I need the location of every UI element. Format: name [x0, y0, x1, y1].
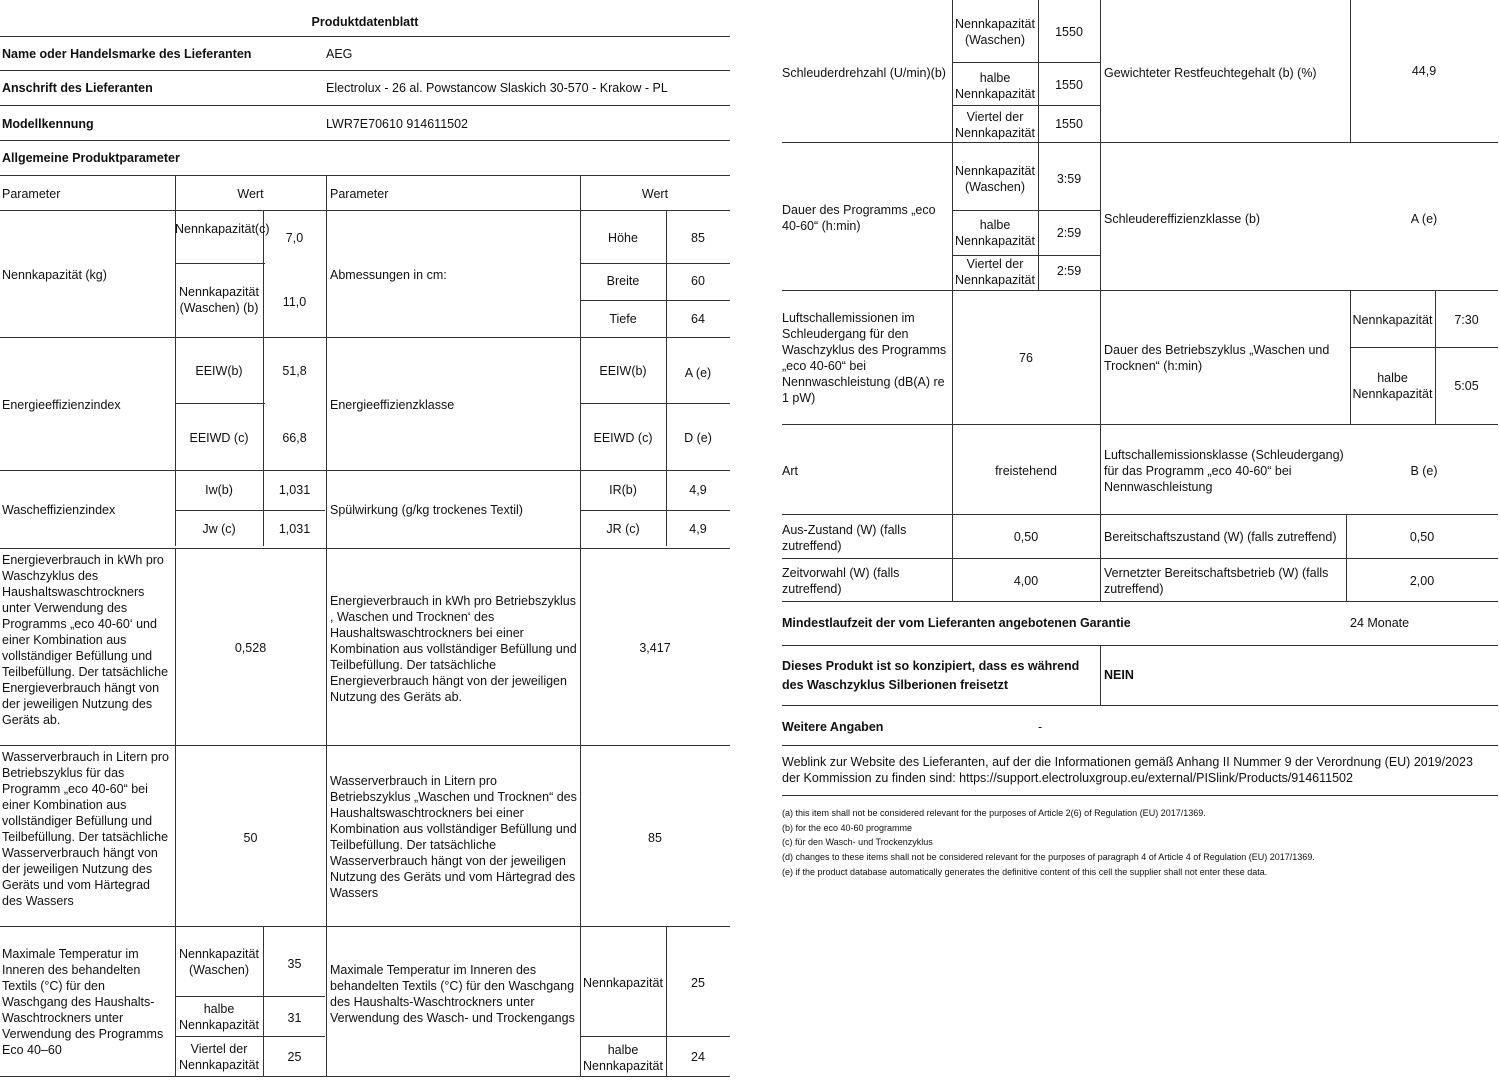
- off-mode-value: 0,50: [1013, 530, 1039, 544]
- jw-label: Jw (c): [202, 522, 236, 536]
- eeiw-value: 51,8: [282, 364, 307, 378]
- temp-wash-half-value: 31: [287, 1011, 302, 1025]
- footnote: (c) für den Wasch- und Trockenzyklus: [782, 837, 933, 847]
- warranty-value: 24 Monate: [1350, 616, 1410, 630]
- depth-label: Tiefe: [609, 312, 637, 326]
- networked-standby-value: 2,00: [1409, 574, 1435, 588]
- spin-quarter-value: 1550: [1055, 117, 1083, 131]
- iw-label: Iw(b): [205, 483, 233, 497]
- cycle-full-value: 7:30: [1454, 313, 1479, 327]
- standby-value: 0,50: [1409, 530, 1435, 544]
- height-value: 85: [691, 231, 705, 245]
- col-param-header: Parameter: [330, 187, 389, 201]
- depth-value: 64: [691, 312, 705, 326]
- spin-full-value: 1550: [1055, 25, 1083, 39]
- duration-label: Dauer des Programms „eco 40-60“ (h:min): [782, 203, 936, 233]
- model-value: LWR7E70610 914611502: [326, 117, 469, 131]
- eclass-w-value: A (e): [684, 366, 712, 380]
- moisture-value: 44,9: [1411, 64, 1437, 78]
- water-wash-value: 50: [243, 831, 258, 845]
- temp-wash-quarter-label: Viertel der Nennkapazität: [179, 1042, 259, 1072]
- supplier-label: Name oder Handelsmarke des Lieferanten: [2, 47, 252, 61]
- footnote: (e) if the product database automatically generates the definitive content of this cell the supplier shall not enter these data.: [782, 867, 1268, 877]
- ir-value: 4,9: [689, 483, 707, 497]
- duration-quarter-label: Viertel der Nennkapazität: [955, 257, 1035, 287]
- temp-cycle-half-label: halbe Nennkapazität: [583, 1043, 663, 1073]
- temp-wash-label: Maximale Temperatur im Inneren des behandelten Textils (°C) für den Waschgang des Haushalts-Waschtrockners unter Verwendung des Programms Eco 40–60: [2, 947, 164, 1057]
- spin-half-value: 1550: [1055, 78, 1083, 92]
- moisture-label: Gewichteter Restfeuchtegehalt (b) (%): [1104, 66, 1317, 80]
- eeiw-label: EEIW(b): [195, 364, 243, 378]
- supplier-value: AEG: [326, 47, 353, 61]
- type-label: Art: [782, 464, 798, 478]
- col-param-header: Parameter: [2, 187, 61, 201]
- temp-cycle-half-value: 24: [691, 1050, 705, 1064]
- off-mode-label: Aus-Zustand (W) (falls zutreffend): [782, 523, 907, 553]
- capacity-sub-label: Nennkapazität(c): [175, 222, 270, 236]
- noise-label: Luftschallemissionen im Schleudergang für den Waschzyklus des Programms „eco 40-60“ bei Nennwaschleistung (dB(A) re 1 pW): [782, 311, 947, 405]
- delay-start-label: Zeitvorwahl (W) (falls zutreffend): [782, 566, 900, 596]
- cycle-half-label: halbe Nennkapazität: [1352, 371, 1433, 401]
- energy-cycle-value: 3,417: [639, 641, 671, 655]
- jr-value: 4,9: [689, 522, 707, 536]
- noise-class-value: B (e): [1410, 464, 1438, 478]
- temp-cycle-full-value: 25: [691, 976, 705, 990]
- temp-cycle-label: Maximale Temperatur im Inneren des behandelten Textils (°C) für den Waschgang des Haushalts-Waschtrockners unter Verwendung des Wasch- und Trockengangs: [330, 963, 575, 1025]
- eeiwd-label: EEIWD (c): [189, 431, 249, 445]
- type-value: freistehend: [995, 464, 1057, 478]
- footnote: (a) this item shall not be considered relevant for the purposes of Article 2(6) of Regulation (EU) 2017/1369.: [782, 808, 1206, 818]
- temp-wash-full-label: Nennkapazität (Waschen): [179, 947, 259, 977]
- cycle-full-label: Nennkapazität: [1352, 313, 1433, 327]
- dimensions-label: Abmessungen in cm:: [330, 268, 447, 282]
- col-value-header: Wert: [641, 187, 669, 201]
- duration-half-label: halbe Nennkapazität: [955, 218, 1035, 248]
- energy-class-label: Energieeffizienzklasse: [330, 398, 455, 412]
- more-info-value: -: [1038, 720, 1043, 734]
- wash-efficiency-label: Wascheffizienzindex: [2, 503, 116, 517]
- capacity-wash-value: 11,0: [282, 295, 307, 309]
- spin-full-label: Nennkapazität (Waschen): [955, 17, 1035, 47]
- supplier-weblink[interactable]: Weblink zur Website des Lieferanten, auf der die Informationen gemäß Anhang II Nummer 9 der Verordnung (EU) 2019/2023 der Kommission zu finden sind: https://support.electroluxgroup.eu/external/PISlink/Products/914611502: [782, 755, 1473, 785]
- eei-label: Energieeffizienzindex: [2, 398, 121, 412]
- capacity-wash-label: Nennkapazität (Waschen) (b): [179, 285, 259, 315]
- col-value-header: Wert: [237, 187, 264, 201]
- address-label: Anschrift des Lieferanten: [2, 81, 153, 95]
- eclass-w-label: EEIW(b): [599, 364, 647, 378]
- water-cycle-value: 85: [648, 831, 662, 845]
- duration-full-value: 3:59: [1056, 172, 1082, 186]
- temp-wash-half-label: halbe Nennkapazität: [179, 1002, 259, 1032]
- warranty-label: Mindestlaufzeit der vom Lieferanten angebotenen Garantie: [782, 616, 1131, 630]
- spin-class-value: A (e): [1410, 212, 1438, 226]
- spin-class-label: Schleudereffizienzklasse (b): [1104, 212, 1261, 226]
- cycle-half-value: 5:05: [1454, 379, 1479, 393]
- jr-label: JR (c): [606, 522, 640, 536]
- silver-ions-value: NEIN: [1104, 668, 1134, 682]
- energy-cycle-label: Energieverbrauch in kWh pro Betriebszyklus , Waschen und Trocknen‘ des Haushaltswaschtrockners bei einer Kombination aus vollständiger Befüllung und Teilbefüllung. Der tatsächliche Energieverbrauch hängt von der jeweiligen Nutzung des Geräts ab.: [330, 594, 577, 704]
- width-label: Breite: [606, 274, 640, 288]
- footnote: (b) for the eco 40-60 programme: [782, 823, 913, 833]
- water-cycle-label: Wasserverbrauch in Litern pro Betriebszyklus „Waschen und Trocknen“ des Haushaltswaschtrockners bei einer Kombination aus vollständiger Befüllung und Teilbefüllung. Der tatsächliche Wasserverbrauch hängt von der jeweiligen Nutzung des Geräts und vom Härtegrad des Wassers: [330, 774, 577, 900]
- ir-label: IR(b): [609, 483, 637, 497]
- noise-class-label: Luftschallemissionsklasse (Schleudergang) für das Programm „eco 40-60“ bei Nennwaschleistung: [1104, 448, 1344, 494]
- spin-quarter-label: Viertel der Nennkapazität: [955, 110, 1035, 140]
- jw-value: 1,031: [278, 522, 311, 536]
- duration-full-label: Nennkapazität (Waschen): [955, 164, 1035, 194]
- networked-standby-label: Vernetzter Bereitschaftsbetrieb (W) (falls zutreffend): [1104, 566, 1329, 596]
- model-label: Modellkennung: [2, 117, 94, 131]
- noise-value: 76: [1019, 351, 1033, 365]
- width-value: 60: [691, 274, 705, 288]
- rinse-label: Spülwirkung (g/kg trockenes Textil): [330, 503, 523, 517]
- page-title: Produktdatenblatt: [311, 15, 419, 29]
- iw-value: 1,031: [278, 483, 311, 497]
- silver-ions-label: Dieses Produkt ist so konzipiert, dass es während des Waschzyklus Silberionen freisetzt: [782, 659, 1080, 692]
- standby-label: Bereitschaftszustand (W) (falls zutreffend): [1104, 530, 1337, 544]
- eeiwd-value: 66,8: [282, 431, 307, 445]
- address-value: Electrolux - 26 al. Powstancow Slaskich 30-570 - Krakow - PL: [326, 81, 668, 95]
- eclass-wd-label: EEIWD (c): [593, 431, 653, 445]
- duration-quarter-value: 2:59: [1056, 264, 1082, 278]
- general-params-heading: Allgemeine Produktparameter: [2, 151, 180, 165]
- water-wash-label: Wasserverbrauch in Litern pro Betriebszyklus für das Programm „eco 40-60“ bei einer Kombination aus vollständiger Befüllung und Teilbefüllung. Der tatsächliche Wasserverbrauch hängt von der jeweiligen Nutzung des Geräts und vom Härtegrad des Wassers: [2, 750, 169, 908]
- temp-wash-full-value: 35: [287, 957, 302, 971]
- more-info-label: Weitere Angaben: [782, 720, 884, 734]
- duration-half-value: 2:59: [1056, 226, 1082, 240]
- spin-half-label: halbe Nennkapazität: [955, 71, 1035, 101]
- spin-speed-label: Schleuderdrehzahl (U/min)(b): [782, 66, 946, 80]
- delay-start-value: 4,00: [1013, 574, 1039, 588]
- temp-wash-quarter-value: 25: [287, 1050, 302, 1064]
- energy-wash-label: Energieverbrauch in kWh pro Waschzyklus des Haushaltswaschtrockners unter Verwendung des Programms „eco 40-60‘ und einer Kombination aus vollständiger Befüllung und Teilbefüllung. Der tatsächliche Energieverbrauch hängt von der jeweiligen Nutzung des Geräts ab.: [2, 553, 169, 727]
- footnote: (d) changes to these items shall not be considered relevant for the purposes of paragraph 4 of Article 4 of Regulation (EU) 2017/1369.: [782, 852, 1315, 862]
- eclass-wd-value: D (e): [684, 431, 712, 445]
- temp-cycle-full-label: Nennkapazität: [583, 976, 663, 990]
- height-label: Höhe: [608, 231, 638, 245]
- energy-wash-value: 0,528: [234, 641, 267, 655]
- cycle-duration-label: Dauer des Betriebszyklus „Waschen und Trocknen“ (h:min): [1104, 343, 1330, 373]
- capacity-value: 7,0: [285, 231, 304, 245]
- capacity-label: Nennkapazität (kg): [2, 268, 107, 282]
